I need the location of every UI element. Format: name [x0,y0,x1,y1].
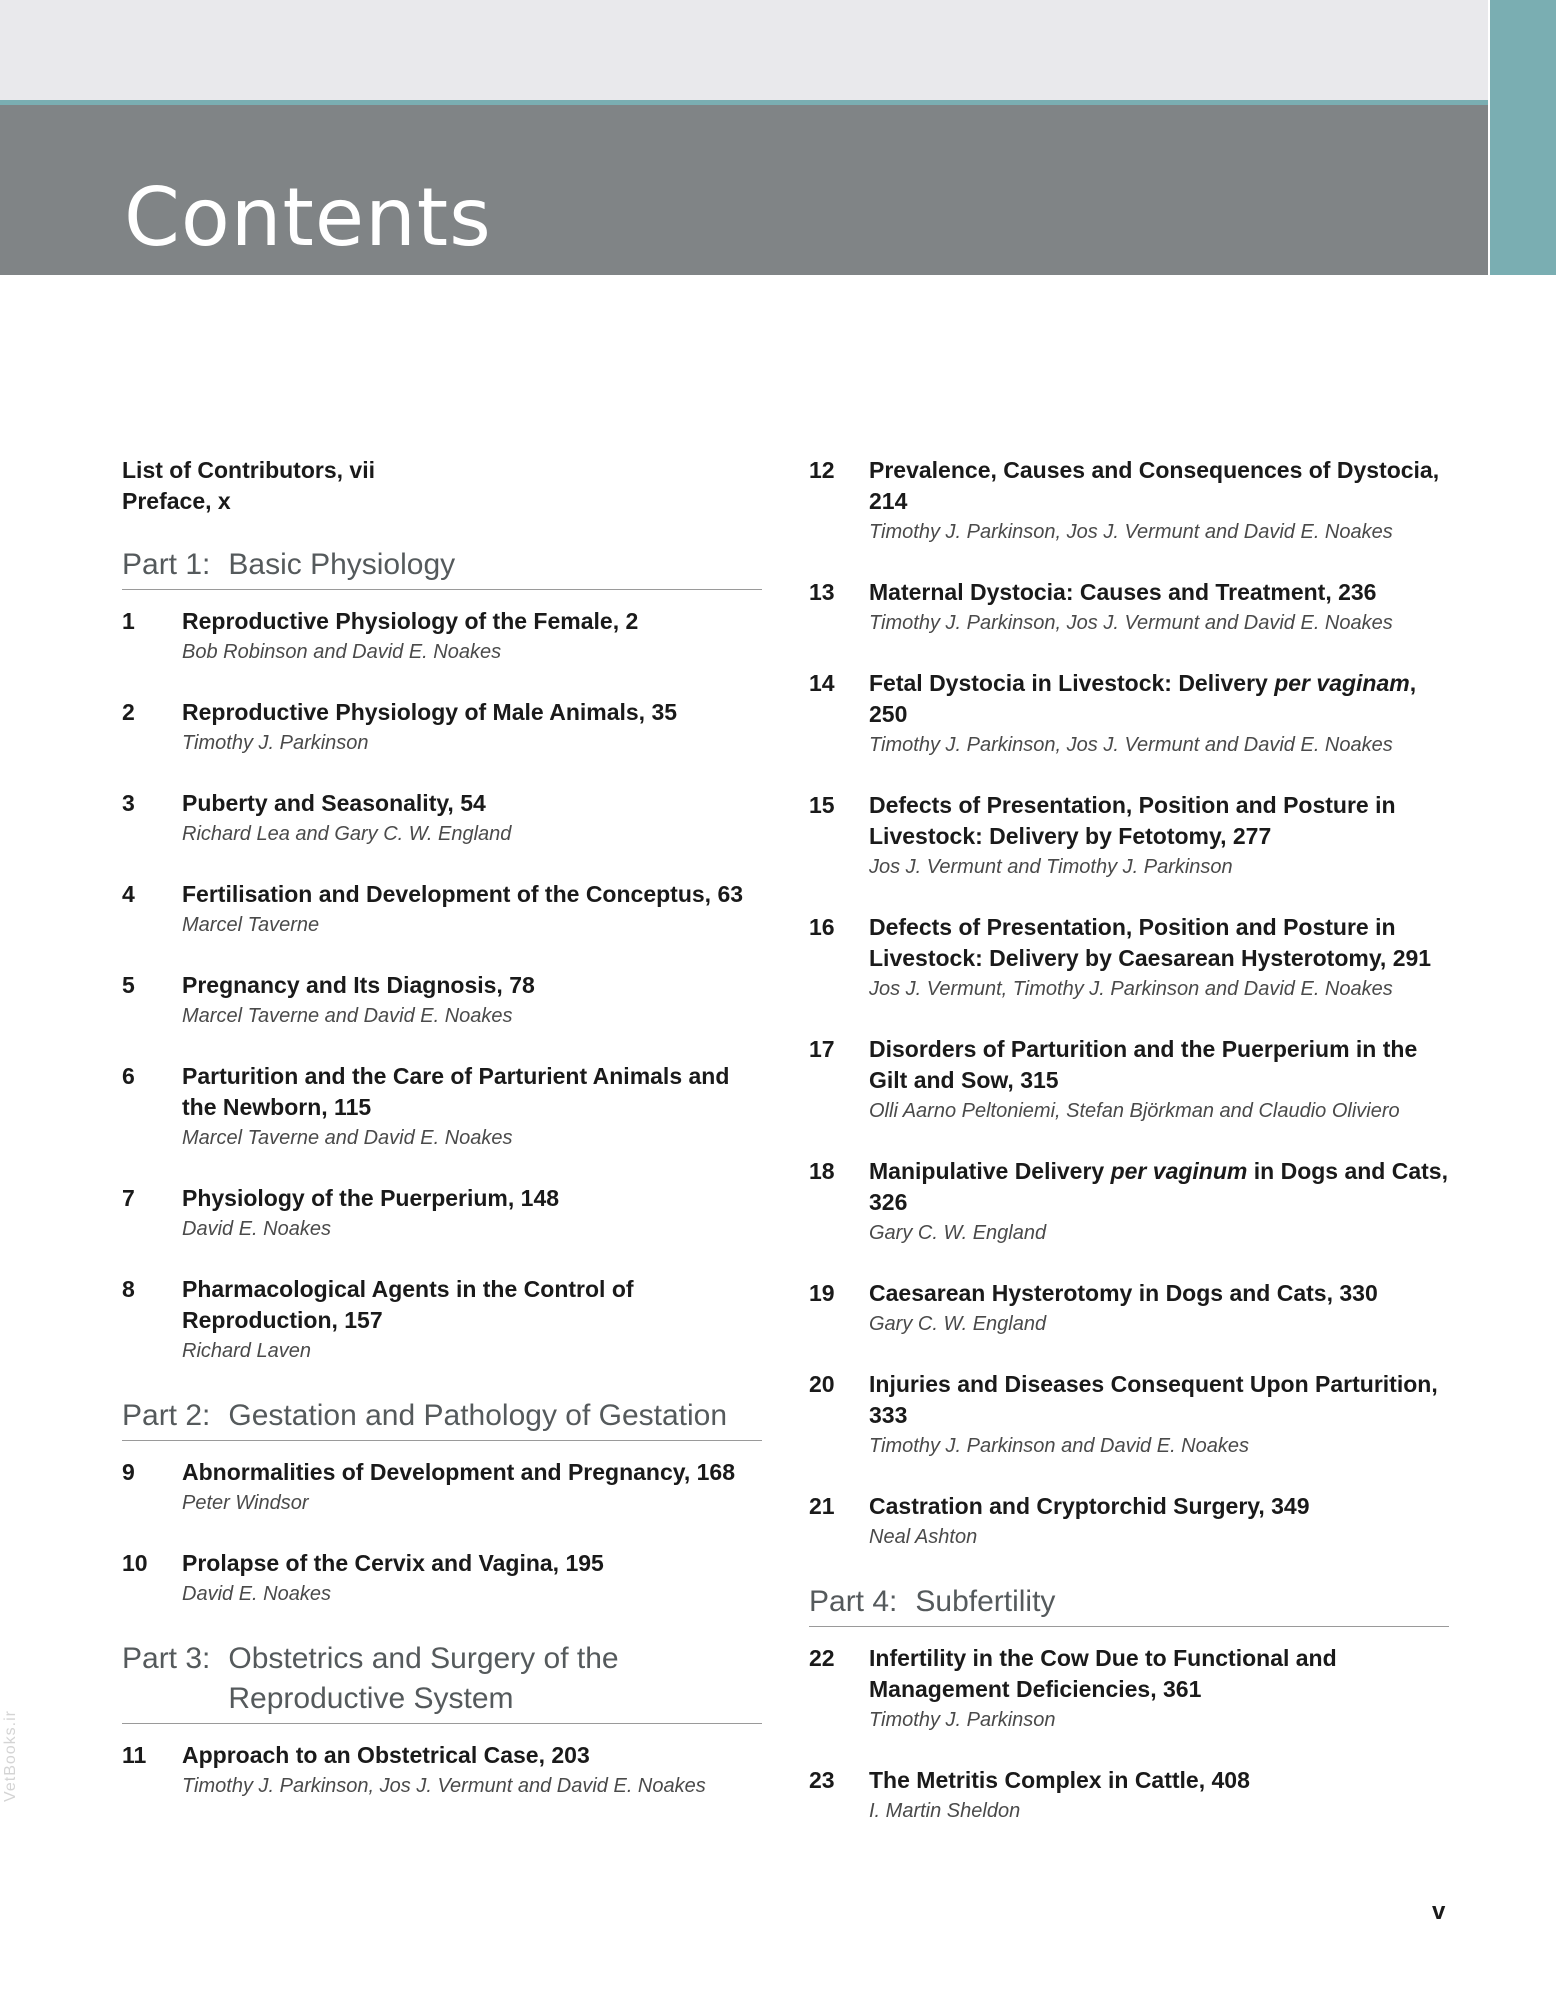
toc-entry[interactable] [122,1061,762,1153]
chapter-authors: Gary C. W. England [869,1222,1047,1244]
chapter-title[interactable]: Defects of Presentation, Position and Posture in Livestock: Delivery by Caesarean Hysterotomy, 291 [869,914,1432,971]
part-label: Part 3: [122,1642,211,1675]
toc-entry[interactable] [809,1278,1449,1339]
chapter-authors: Timothy J. Parkinson [182,732,369,754]
chapter-body [869,1491,1449,1552]
chapter-title[interactable]: Injuries and Diseases Consequent Upon Parturition, 333 [869,1371,1438,1428]
page-title: Contents [124,171,492,264]
toc-entry[interactable] [122,788,762,849]
chapter-title[interactable]: Caesarean Hysterotomy in Dogs and Cats, 330 [869,1280,1378,1306]
chapter-number: 3 [122,790,135,816]
chapter-body [182,1274,762,1366]
part-label: Part 1: [122,548,211,581]
chapter-authors: Jos J. Vermunt, Timothy J. Parkinson and David E. Noakes [869,978,1393,1000]
chapter-authors: David E. Noakes [182,1583,331,1605]
chapter-body [182,1740,762,1801]
toc-entry[interactable] [809,1156,1449,1248]
chapter-body [869,1034,1449,1126]
chapter-title[interactable]: Castration and Cryptorchid Surgery, 349 [869,1493,1310,1519]
part-title: Gestation and Pathology of Gestation [228,1399,728,1432]
chapter-authors: Marcel Taverne [182,914,320,936]
chapter-title[interactable]: Maternal Dystocia: Causes and Treatment, 236 [869,579,1377,605]
chapter-authors: Marcel Taverne and David E. Noakes [182,1127,513,1149]
chapter-authors: David E. Noakes [182,1218,331,1240]
toc-entry[interactable] [809,912,1449,1004]
chapter-number: 7 [122,1185,135,1211]
chapter-number: 6 [122,1063,135,1089]
toc-entry[interactable] [122,1548,762,1609]
toc-left-column [122,455,762,1831]
chapter-title[interactable]: Pharmacological Agents in the Control of Reproduction, 157 [182,1276,634,1333]
chapter-authors: I. Martin Sheldon [869,1800,1021,1822]
part-heading [809,1582,1449,1627]
chapter-number: 2 [122,699,135,725]
chapter-authors: Gary C. W. England [869,1313,1047,1335]
chapter-authors: Bob Robinson and David E. Noakes [182,641,502,663]
toc-entry[interactable] [122,606,762,667]
chapter-title[interactable]: Approach to an Obstetrical Case, 203 [182,1742,590,1768]
chapter-title[interactable]: Defects of Presentation, Position and Posture in Livestock: Delivery by Fetotomy, 277 [869,792,1396,849]
chapter-number: 8 [122,1276,135,1302]
part-title: Basic Physiology [228,548,456,581]
chapter-title[interactable]: Reproductive Physiology of Male Animals, 35 [182,699,678,725]
toc-entry[interactable] [122,1740,762,1801]
chapter-body [182,1183,762,1244]
toc-entry[interactable] [809,1034,1449,1126]
toc-entry[interactable] [809,790,1449,882]
toc-entry[interactable] [122,1457,762,1518]
page-number: v [1432,1898,1446,1925]
chapter-authors: Timothy J. Parkinson and David E. Noakes [869,1435,1249,1457]
chapter-number: 1 [122,608,135,634]
toc-entry[interactable] [122,1183,762,1244]
chapter-title-text: , 250 [869,670,1417,727]
chapter-title-text: in Dogs and Cats, 326 [869,1158,1448,1215]
toc-entry[interactable] [122,697,762,758]
chapter-body [182,1061,762,1153]
chapter-authors: Olli Aarno Peltoniemi, Stefan Björkman and Claudio Oliviero [869,1100,1400,1122]
chapter-title[interactable]: Abnormalities of Development and Pregnancy, 168 [182,1459,735,1485]
chapter-title[interactable]: Prevalence, Causes and Consequences of Dystocia, 214 [869,457,1440,514]
chapter-body [869,455,1449,547]
chapter-authors: Marcel Taverne and David E. Noakes [182,1005,513,1027]
chapter-body [182,879,762,940]
chapter-number: 13 [809,579,835,605]
chapter-body [182,788,762,849]
part-heading [122,545,762,590]
chapter-authors: Timothy J. Parkinson, Jos J. Vermunt and David E. Noakes [869,521,1393,543]
chapter-body [182,697,762,758]
chapter-authors: Jos J. Vermunt and Timothy J. Parkinson [869,856,1233,878]
chapter-title[interactable]: The Metritis Complex in Cattle, 408 [869,1767,1250,1793]
chapter-body [869,668,1449,760]
part-title: Obstetrics and Surgery of the Reproductive System [228,1642,619,1715]
toc-front-matter-contributors[interactable]: List of Contributors, vii [122,457,375,483]
chapter-number: 20 [809,1371,835,1397]
chapter-number: 22 [809,1645,835,1671]
chapter-number: 18 [809,1158,835,1184]
chapter-authors: Richard Laven [182,1340,311,1362]
toc-entry[interactable] [122,1274,762,1366]
chapter-title[interactable] [869,1156,1449,1218]
chapter-body [869,912,1449,1004]
chapter-body [869,1369,1449,1461]
chapter-number: 5 [122,972,135,998]
part-label: Part 2: [122,1399,211,1432]
chapter-body [182,606,762,667]
chapter-authors: Timothy J. Parkinson [869,1709,1056,1731]
chapter-body [182,1548,762,1609]
chapter-title[interactable]: Parturition and the Care of Parturient Animals and the Newborn, 115 [182,1063,730,1120]
chapter-authors: Richard Lea and Gary C. W. England [182,823,512,845]
chapter-number: 21 [809,1493,835,1519]
toc-entry[interactable] [809,577,1449,638]
toc-right-column [809,455,1449,1856]
chapter-body [182,1457,762,1518]
chapter-authors: Neal Ashton [869,1526,978,1548]
chapter-body [869,790,1449,882]
toc-entry[interactable] [809,455,1449,547]
chapter-number: 17 [809,1036,835,1062]
chapter-body [869,1278,1449,1339]
chapter-title[interactable]: Fertilisation and Development of the Conceptus, 63 [182,881,744,907]
chapter-authors: Peter Windsor [182,1492,309,1514]
chapter-title[interactable]: Disorders of Parturition and the Puerperium in the Gilt and Sow, 315 [869,1036,1418,1093]
chapter-title[interactable]: Reproductive Physiology of the Female, 2 [182,608,639,634]
chapter-title[interactable]: Physiology of the Puerperium, 148 [182,1185,560,1211]
watermark: VetBooks.ir [2,1710,19,1802]
chapter-number: 4 [122,881,135,907]
toc-entry[interactable] [809,1491,1449,1552]
toc-entry[interactable] [809,668,1449,760]
chapter-number: 11 [122,1742,147,1768]
chapter-title[interactable]: Pregnancy and Its Diagnosis, 78 [182,972,535,998]
chapter-authors: Timothy J. Parkinson, Jos J. Vermunt and David E. Noakes [182,1775,706,1797]
chapter-body [869,1156,1449,1248]
toc-entry[interactable] [809,1369,1449,1461]
chapter-number: 9 [122,1459,135,1485]
chapter-body [869,1765,1449,1826]
part-heading [122,1396,762,1441]
chapter-title-text: Manipulative Delivery [869,1158,1111,1184]
toc-entry[interactable] [122,970,762,1031]
toc-entry[interactable] [809,1643,1449,1735]
chapter-body [869,1643,1449,1735]
toc-entry[interactable] [809,1765,1449,1826]
chapter-body [182,970,762,1031]
chapter-number: 10 [122,1550,148,1576]
chapter-title-italic: per vaginam [1274,670,1410,696]
chapter-number: 16 [809,914,835,940]
part-title: Subfertility [915,1585,1056,1618]
chapter-title-text: Fetal Dystocia in Livestock: Delivery [869,670,1275,696]
chapter-authors: Timothy J. Parkinson, Jos J. Vermunt and David E. Noakes [869,612,1393,634]
chapter-number: 12 [809,457,835,483]
page-edge-tab [1490,0,1556,275]
part-heading [122,1639,762,1724]
chapter-title[interactable] [869,668,1449,730]
chapter-body [869,577,1449,638]
toc-front-matter-preface[interactable]: Preface, x [122,488,231,514]
chapter-number: 23 [809,1767,835,1793]
chapter-title[interactable]: Prolapse of the Cervix and Vagina, 195 [182,1550,604,1576]
header-top-strip [0,0,1488,100]
part-label: Part 4: [809,1585,898,1618]
chapter-title-italic: per vaginum [1110,1158,1248,1184]
chapter-number: 19 [809,1280,835,1306]
toc-entry[interactable] [122,879,762,940]
chapter-title[interactable]: Puberty and Seasonality, 54 [182,790,486,816]
chapter-number: 14 [809,670,835,696]
chapter-number: 15 [809,792,835,818]
chapter-authors: Timothy J. Parkinson, Jos J. Vermunt and David E. Noakes [869,734,1393,756]
chapter-title[interactable]: Infertility in the Cow Due to Functional and Management Deficiencies, 361 [869,1645,1337,1702]
